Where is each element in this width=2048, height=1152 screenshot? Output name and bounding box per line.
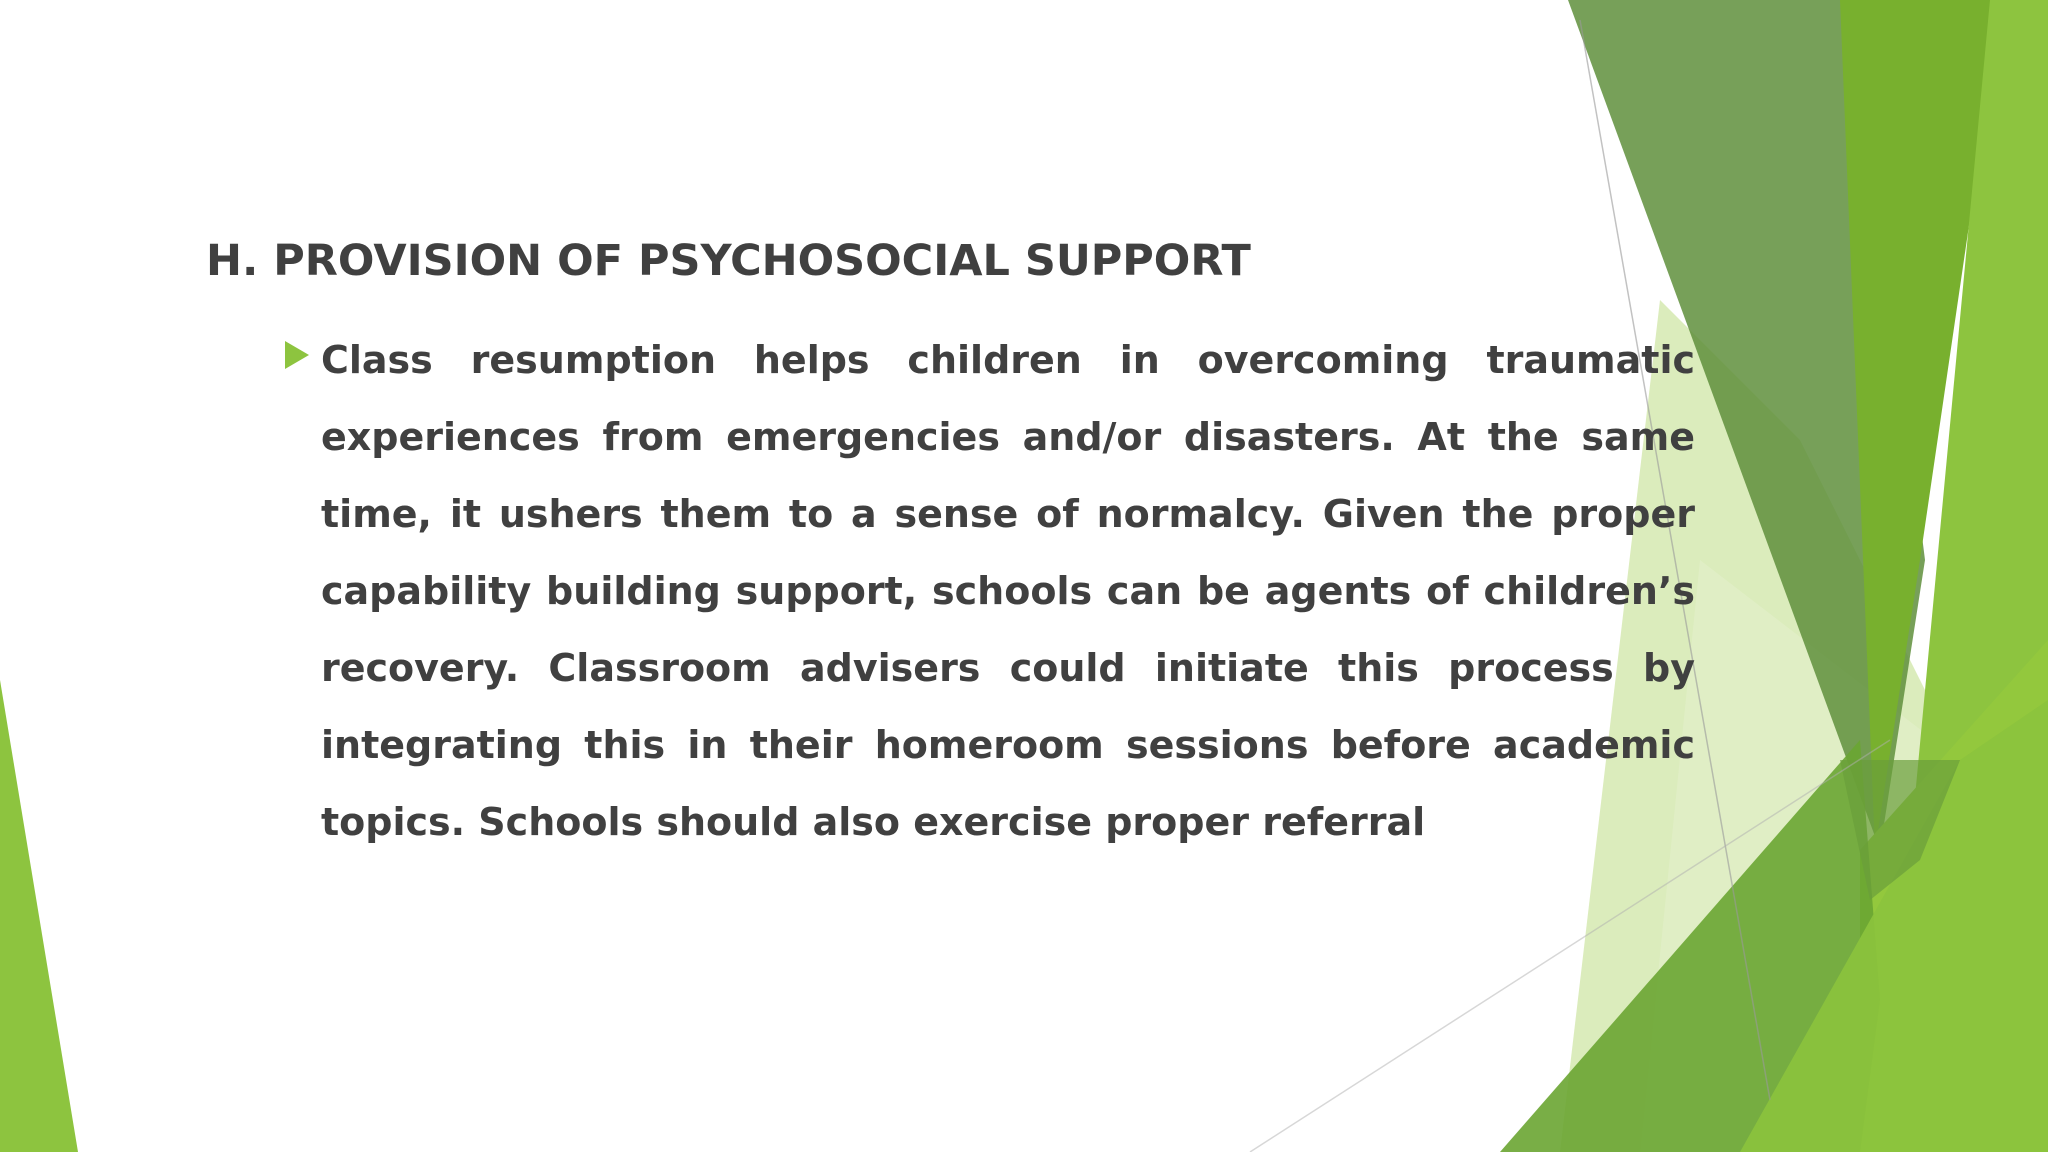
bullet-list bbox=[284, 322, 1696, 861]
triangle-bullet-icon bbox=[284, 340, 310, 370]
bullet-text: Class resumption helps children in overcoming traumatic experiences from emergencies and/or disasters. At the same time, it ushers them to a sense of normalcy. Given the proper capability building support, schools can be agents of children’s recovery. Classroom advisers could initiate this process by integrating this in their homeroom sessions before academic topics. Schools should also exercise proper referral bbox=[321, 338, 1695, 844]
bullet-item bbox=[284, 322, 1696, 861]
slide-title: H. PROVISION OF PSYCHOSOCIAL SUPPORT bbox=[206, 236, 1251, 286]
left-green-shard bbox=[0, 680, 78, 1152]
